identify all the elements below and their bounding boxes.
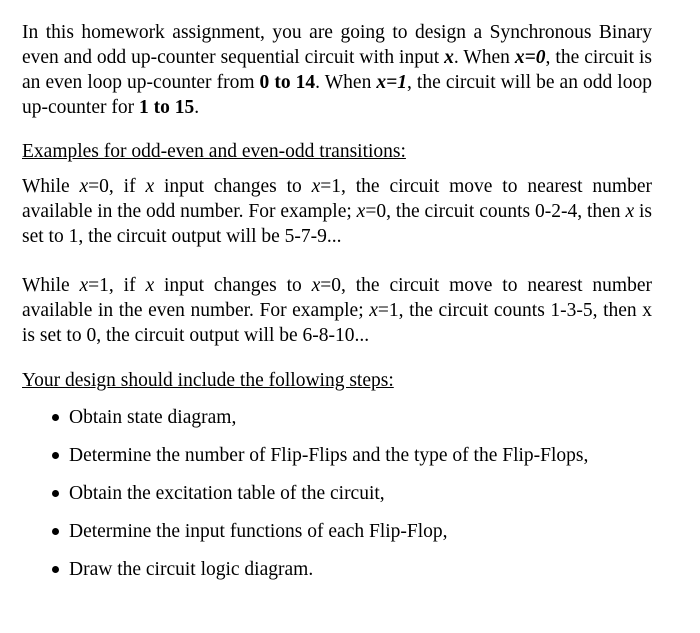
list-item: Obtain state diagram, (22, 405, 652, 430)
condition-x1: x=1 (376, 72, 407, 93)
even-range: 0 to 14 (259, 72, 316, 93)
list-item: Obtain the excitation table of the circuit, (22, 481, 652, 506)
bullet-icon (52, 490, 59, 497)
odd-range: 1 to 15 (138, 97, 195, 118)
steps-list (22, 405, 652, 582)
example-odd-to-even: While x=1, if x input changes to x=0, the circuit move to nearest number available in the even number. For example; x=1, the circuit counts 1-3-5, then x is set to 0, the circuit output will be 6-8-10... (22, 275, 652, 346)
examples-heading: Examples for odd-even and even-odd transitions: (22, 141, 406, 162)
bullet-icon (52, 566, 59, 573)
bullet-icon (52, 452, 59, 459)
homework-document (22, 20, 652, 595)
intro-paragraph: In this homework assignment, you are going to design a Synchronous Binary even and odd up-counter sequential circuit with input x. When x=0, the circuit is an even loop up-counter from 0 to 14. When x=1, the circuit will be an odd loop up-counter for 1 to 15. (22, 22, 652, 118)
condition-x0: x=0 (514, 47, 546, 68)
steps-heading: Your design should include the following steps: (22, 370, 394, 391)
example-even-to-odd: While x=0, if x input changes to x=1, the circuit move to nearest number available in the odd number. For example; x=0, the circuit counts 0-2-4, then x is set to 1, the circuit output will be 5-7-9... (22, 176, 652, 247)
list-item: Draw the circuit logic diagram. (22, 557, 652, 582)
bullet-icon (52, 528, 59, 535)
list-item: Determine the number of Flip-Flips and the type of the Flip-Flops, (22, 443, 652, 468)
bullet-icon (52, 414, 59, 421)
list-item: Determine the input functions of each Flip-Flop, (22, 519, 652, 544)
input-variable: x (444, 47, 454, 68)
